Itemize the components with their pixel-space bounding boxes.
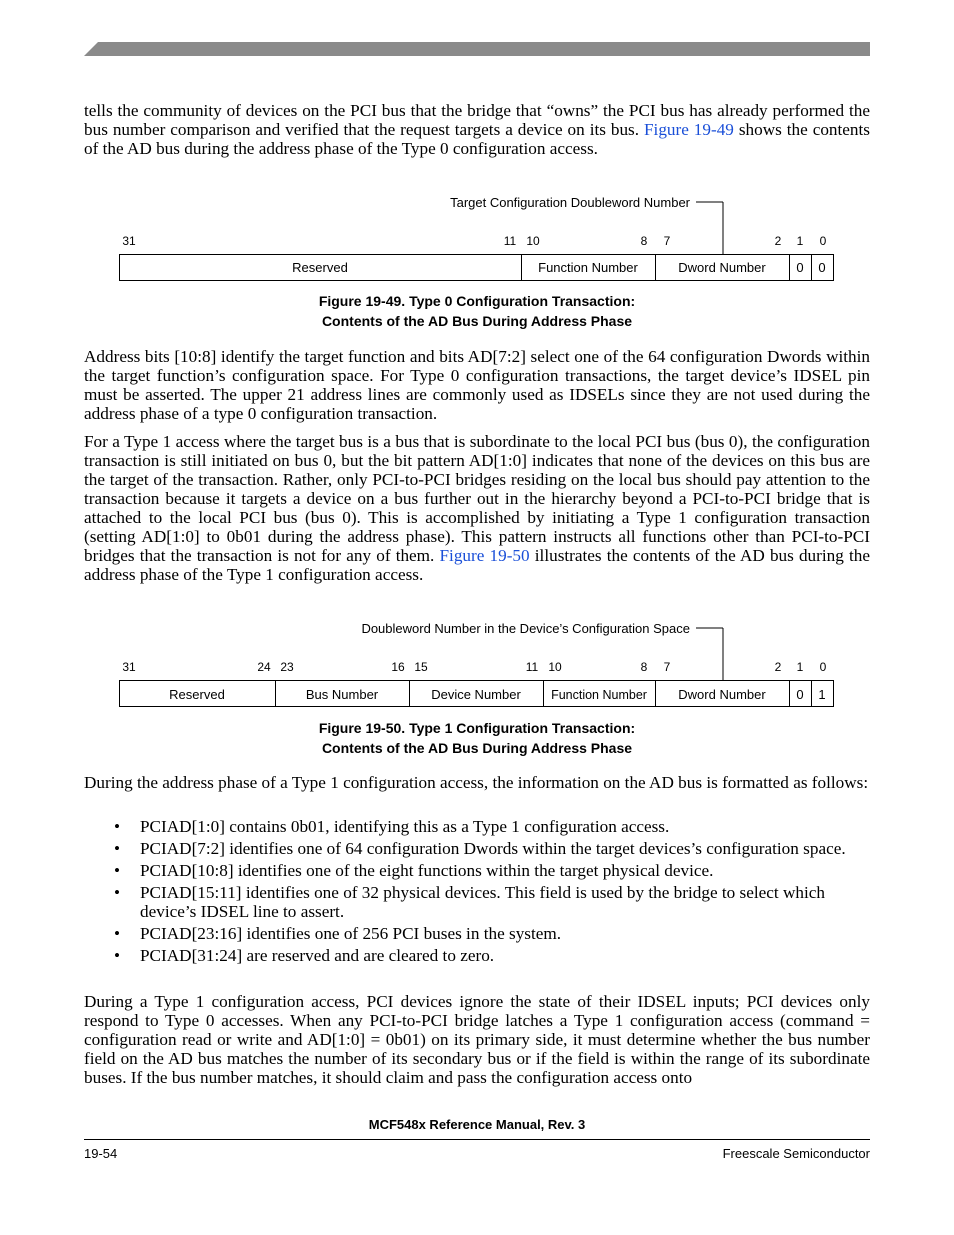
fig49-bit-label: 11 (503, 234, 517, 248)
bullet-mark: • (114, 924, 121, 943)
fig49-bit-label: 7 (663, 234, 671, 248)
fig50-bit-label: 10 (548, 660, 562, 674)
fig50-bit-label: 1 (796, 660, 804, 674)
fig50-bit-label: 15 (414, 660, 428, 674)
during-paragraph: During the address phase of a Type 1 configuration access, the information on the AD bus is formatted as follows: (84, 773, 869, 792)
fig50-bit-label: 31 (122, 660, 136, 674)
fig50-field-label: Device Number (431, 687, 521, 702)
fig50-field-label: Reserved (169, 687, 225, 702)
type1-paragraph: For a Type 1 access where the target bus is a bus that is subordinate to the local PCI bus (bus 0), the configuration transaction is still initiated on bus 0, but the bit pattern AD[1:0] indicates that none of the devices on this bus are the target of the transaction. Rather, only PCI-to-PCI bridges residing on the local bus should pay attention to the transaction because it targets a device on a bus further out in the hierarchy beyond a PCI-to-PCI bridge that is attached to the local PCI bus (bus 0). This is accomplished by initiating a Type 1 configuration transaction (setting AD[1:0] to 0b01 during the address phase). This pattern instructs all functions other than PCI-to-PCI bridges that the transaction is not for any of them. Figure 19-50 illustrates the contents of the AD bus during the address phase of the Type 1 configuration access. (84, 432, 870, 584)
fig50-bit-label: 2 (774, 660, 782, 674)
fig50-callout-label: Doubleword Number in the Device’s Configuration Space (361, 621, 690, 636)
list-item: • PCIAD[31:24] are reserved and are cleared to zero. (114, 946, 495, 965)
fig49-field-label: 0 (818, 260, 826, 275)
list-item: • PCIAD[10:8] identifies one of the eight functions within the target physical device. (114, 861, 714, 880)
fig49-bit-label: 8 (640, 234, 648, 248)
fig50-bit-label: 16 (391, 660, 405, 674)
address-bits-paragraph: Address bits [10:8] identify the target function and bits AD[7:2] select one of the 64 configuration Dwords within the target function’s configuration space. For Type 0 configuration transactions, the target device’s IDSEL pin must be asserted. The upper 21 address lines are commonly used as IDSELs since they are not used during the address phase of a type 0 configuration transaction. (84, 347, 870, 423)
bullet-mark: • (114, 861, 121, 880)
bullet-mark: • (114, 817, 121, 836)
footer-title: MCF548x Reference Manual, Rev. 3 (368, 1117, 586, 1132)
fig50-field-label: 1 (818, 687, 826, 702)
list-item: • PCIAD[7:2] identifies one of 64 configuration Dwords within the target devices’s configuration space. (114, 839, 846, 858)
figure-19-50-link[interactable]: Figure 19-50 (439, 546, 530, 565)
fig49-field-label: Dword Number (678, 260, 766, 275)
fig49-bit-label: 2 (774, 234, 782, 248)
company-name: Freescale Semiconductor (722, 1146, 870, 1161)
fig50-bit-label: 7 (663, 660, 671, 674)
fig49-field-label: 0 (796, 260, 804, 275)
fig50-field-label: 0 (796, 687, 804, 702)
bullet-list (84, 817, 870, 968)
figure-19-50-diagram (110, 616, 850, 721)
fig49-bit-label: 0 (819, 234, 827, 248)
fig49-field-label: Function Number (538, 260, 638, 275)
fig49-callout-label: Target Configuration Doubleword Number (450, 195, 690, 210)
fig49-field-label: Reserved (292, 260, 348, 275)
intro-paragraph: tells the community of devices on the PCI bus that the bridge that “owns” the PCI bus has already performed the bus number comparison and verified that the request targets a device on its bus. Figure 19-49 shows the contents of the AD bus during the address phase of the Type 0 configuration access. (84, 101, 870, 158)
list-item: • PCIAD[15:11] identifies one of 32 physical devices. This field is used by the bridge to select which device’s IDSEL line to assert. (114, 883, 825, 921)
bullet-mark: • (114, 883, 121, 902)
fig50-bit-label: 0 (819, 660, 827, 674)
fig50-bit-label: 23 (280, 660, 294, 674)
figure-19-49-caption: Figure 19-49. Type 0 Configuration Transaction: Contents of the AD Bus During Address Phase (318, 293, 636, 329)
fig50-field-label: Function Number (551, 688, 647, 702)
list-item: • PCIAD[1:0] contains 0b01, identifying this as a Type 1 configuration access. (114, 817, 670, 836)
list-item: • PCIAD[23:16] identifies one of 256 PCI buses in the system. (114, 924, 562, 943)
footer-rule (84, 1139, 870, 1140)
fig50-field-label: Dword Number (678, 687, 766, 702)
figure-19-49-diagram (110, 190, 850, 295)
fig50-bit-label: 8 (640, 660, 648, 674)
bullet-mark: • (114, 946, 121, 965)
fig49-bit-label: 31 (122, 234, 136, 248)
figure-19-49-link[interactable]: Figure 19-49 (643, 120, 734, 139)
fig49-bit-label: 10 (526, 234, 540, 248)
fig50-bit-label: 11 (525, 660, 539, 674)
fig50-field-label: Bus Number (305, 687, 379, 702)
header-bar (84, 42, 870, 56)
page-number: 19-54 (84, 1146, 118, 1161)
figure-19-50-caption: Figure 19-50. Type 1 Configuration Transaction: Contents of the AD Bus During Address Phase (318, 720, 636, 756)
final-paragraph: During a Type 1 configuration access, PCI devices ignore the state of their IDSEL inputs; PCI devices only respond to Type 0 accesses. When any PCI-to-PCI bridge latches a Type 1 configuration access (command = configuration read or write and AD[1:0] = 0b01) on its primary side, it must determine whether the bus number field on the AD bus matches the number of its secondary bus or if the field is within the range of its subordinate buses. If the bus number matches, it should claim and pass the configuration access onto (84, 992, 870, 1087)
fig49-bit-label: 1 (796, 234, 804, 248)
bullet-mark: • (114, 839, 121, 858)
fig50-bit-label: 24 (257, 660, 271, 674)
